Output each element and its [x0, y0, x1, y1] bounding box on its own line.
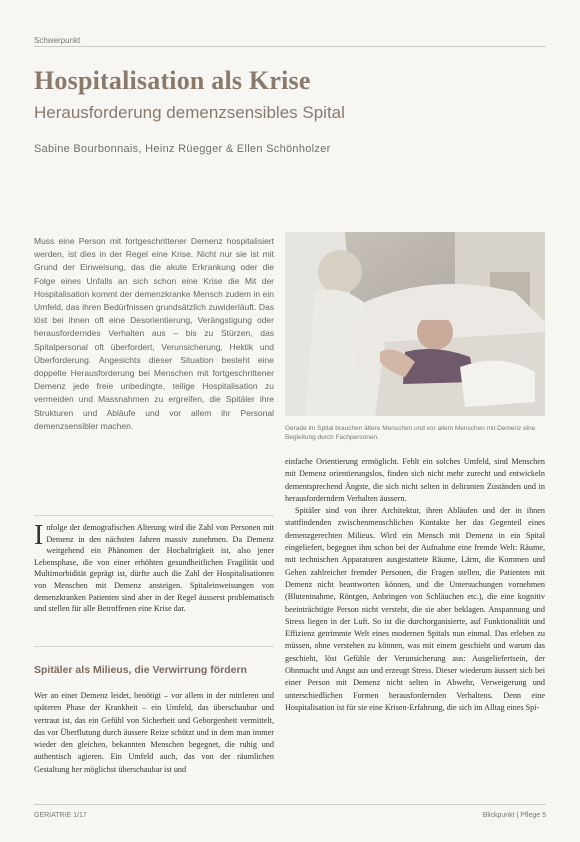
article-authors: Sabine Bourbonnais, Heinz Rüegger & Ellen Schönholzer [34, 143, 331, 155]
column2-body [285, 456, 545, 714]
intro-top-divider [34, 515, 274, 516]
article-title: Hospitalisation als Krise [34, 66, 311, 95]
intro-text: nfolge der demografischen Alterung wird die Zahl von Personen mit Demenz in den nächsten Jahren massiv zunehmen. Da Demenz weitgehend ein Phänomen der Hochaltrigkeit ist, also jener Lebensphase, die von einer erhöhten gesundheitlichen Fragilität und Multimorbidität geprägt ist, dürfte auch die Zahl der Hospitalisationen von Menschen mit Demenz ansteigen. Spitaleinweisungen von demenzkranken Patienten sind aber in der Regel äusserst problematisch und stellen für alle Betroffenen eine Krise dar. [34, 523, 274, 614]
article-photo [285, 232, 545, 416]
article-subtitle: Herausforderung demenzsensibles Spital [34, 103, 345, 122]
column2-paragraph: Spitäler sind von ihrer Architektur, ihren Abläufen und der in ihnen stattfindenden zwischenmenschlichen Kontakte her das Gegenteil eines demenzgerechten Milieus. Wird ein Mensch mit Demenz in ein Spital eingeliefert, begegnet ihm schon bei der Aufnahme eine fremde Welt: Räume, mit technischen Apparaturen ausgestattete Räume, Lärm, die Kommen und Gehen zahlreicher fremder Personen, die Fragen stellen, die Patienten mit Demenz nicht beantworten können, und die Untersuchungen vornehmen (Blutentnahme, Röntgen, Anbringen von Schläuchen etc.), die eine kognitiv beeinträchtigte Person nicht versteht, die sie aber beklagen. Anspannung und Stress liegen in der Luft. So ist die durchorganisierte, auf Funktionalität und Effizienz getrimmte Welt eines modernen Spitals nun einmal. Das erleben zu müssen, ohne verstehen zu können, was mit einem geschieht und warum das geschieht, löst Gefühle der Verunsicherung aus: Ausgeliefertsein, der Ohnmacht und Angst aus und erzeugt Stress. Dieser wiederum äussert sich bei einer Person mit Demenz nicht selten in Abwehr, Verweigerung und unterschiedlichen Formen herausfordernden Verhaltens. Denn eine Hospitalisation ist für sie eine Krisen-Erfahrung, die sich im Alltag eines Spi- [285, 506, 545, 712]
intro-box [34, 522, 274, 615]
column2-paragraph: einfache Orientierung ermöglicht. Fehlt ein solches Umfeld, sind Menschen mit Demenz orientierungslos, finden sich nicht mehr zurecht und entwickeln dementsprechend Ängste, die sich nicht selten in deliranten Zuständen und in herausforderndem Verhalten äussern. [285, 457, 545, 503]
section-heading: Spitäler als Milieus, die Verwirrung fördern [34, 664, 247, 676]
lead-paragraph: Muss eine Person mit fortgeschrittener Demenz hospitalisiert werden, ist dies in der Regel eine Krise. Nicht nur sie ist mit Grund der Einweisung, das die akute Erkrankung oder die Folge eines Unfalls an sich schon eine Krise die Mit der Hospitalisation kommt der demenzkranke Mensch zudem in ein Umfeld, das ihren Bedürfnissen grundsätzlich zuwiderläuft. Das löst bei ihnen oft eine Desorientierung, Verängstigung oder herausforderndes Verhalten aus – bis zu Stürzen, das Spitalpersonal oft überfordert, Verunsicherung, Hektik und Überforderung. Angesichts dieser Situation besteht eine doppelte Herausforderung bei Menschen mit fortgeschrittener Demenz jede freie unbedingte, teilige Hospitalisation zu vermeiden und Massnahmen zu ergreifen, die Spitäler ihre Strukturen und Abläufe und vor allem ihr Personal demenzsensibler machen. [34, 236, 274, 431]
bottom-divider [34, 804, 546, 805]
photo-caption: Gerade im Spital brauchen ältere Menschen und vor allem Menschen mit Demenz eine Begleitung durch Fachpersonen. [285, 425, 536, 441]
section-label: Schwerpunkt [34, 36, 81, 45]
drop-cap: I [34, 520, 44, 551]
footer-issue: GERIATRIE 1/17 [34, 812, 87, 819]
footer-page: Blickpunkt | Pflege 5 [482, 812, 546, 819]
intro-bottom-divider [34, 646, 274, 647]
column1-body-text: Wer an einer Demenz leidet, benötigt – vor allem in der mittleren und späteren Phase der Krankheit – ein Umfeld, das überschaubar und vertraut ist, das ein Gefühl von Sicherheit und Geborgenheit vermittelt, das vor Überflutung durch äussere Reize schützt und in dem man immer wieder den gleichen, bekannten Menschen begegnet, die ruhig und authentisch agieren. Ein Umfeld auch, das von der räumlichen Gestaltung her möglichst überschaubar ist und [34, 691, 274, 774]
hospital-scene-image [285, 232, 545, 416]
top-divider [34, 46, 546, 47]
